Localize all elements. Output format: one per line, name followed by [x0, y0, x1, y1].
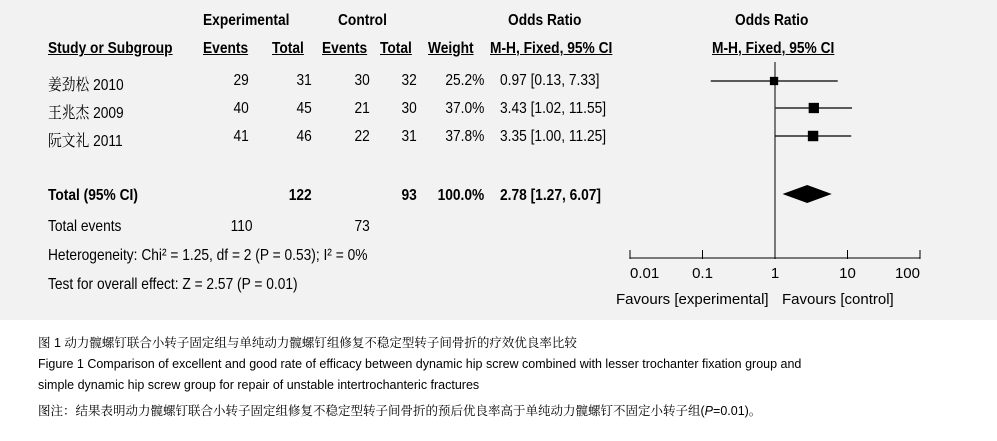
caption-note-p: P	[704, 404, 714, 418]
caption-note	[38, 401, 761, 419]
total-events-label: Total events	[48, 218, 122, 235]
header-method-plot: M-H, Fixed, 95% CI	[712, 40, 835, 57]
study-ci-text: 0.97 [0.13, 7.33]	[500, 72, 600, 89]
study-weight: 37.8%	[444, 128, 484, 145]
heterogeneity-text: Heterogeneity: Chi² = 1.25, df = 2 (P = 0.53); I² = 0%	[48, 247, 368, 264]
header-experimental: Experimental	[203, 12, 290, 29]
study-weight: 25.2%	[444, 72, 484, 89]
total-exp: 122	[289, 187, 312, 204]
caption-english-line1: Figure 1 Comparison of excellent and good rate of efficacy between dynamic hip screw combined with lesser trochanter fixation group and	[38, 357, 802, 371]
study-name: 姜劲松 2010	[48, 77, 124, 94]
ctrl-total: 30	[401, 100, 417, 117]
exp-total: 31	[296, 72, 312, 89]
exp-total: 46	[296, 128, 312, 145]
header-control: Control	[338, 12, 387, 29]
ctrl-events: 30	[354, 72, 370, 89]
header-odds-ratio-plot: Odds Ratio	[735, 12, 809, 29]
caption-note-text: 图注：结果表明动力髋螺钉联合小转子固定组修复不稳定型转子间骨折的预后优良率高于单纯动力髋螺钉不固定小转子组(	[38, 404, 705, 418]
study-point	[808, 131, 818, 141]
total-label: Total (95% CI)	[48, 187, 138, 204]
total-ctrl: 93	[401, 187, 417, 204]
x-tick-label: 0.01	[630, 265, 660, 282]
header-study: Study or Subgroup	[48, 40, 173, 57]
study-weight: 37.0%	[444, 100, 484, 117]
study-point	[809, 103, 819, 113]
study-ci-text: 3.35 [1.00, 11.25]	[500, 128, 607, 145]
x-tick-label: 0.1	[692, 265, 713, 282]
header-total-ctrl: Total	[380, 40, 412, 57]
total-weight: 100.0%	[437, 187, 484, 204]
total-events-ctrl: 73	[354, 218, 370, 235]
header-total-exp: Total	[272, 40, 304, 57]
exp-events: 29	[233, 72, 249, 89]
header-weight: Weight	[428, 40, 474, 57]
x-tick-label: 100	[894, 265, 920, 282]
pooled-diamond	[783, 185, 832, 203]
exp-total: 45	[296, 100, 312, 117]
exp-events: 40	[233, 100, 249, 117]
overall-effect-text: Test for overall effect: Z = 2.57 (P = 0.01)	[48, 276, 298, 293]
caption-chinese: 图 1 动力髋螺钉联合小转子固定组与单纯动力髋螺钉组修复不稳定型转子间骨折的疗效优良率比较	[38, 336, 577, 350]
ctrl-total: 32	[401, 72, 417, 89]
ctrl-total: 31	[401, 128, 417, 145]
header-method-table: M-H, Fixed, 95% CI	[490, 40, 613, 57]
favours-control-label: Favours [control]	[782, 291, 894, 308]
x-tick-label: 1	[770, 265, 780, 282]
header-events-exp: Events	[203, 40, 249, 57]
study-name: 王兆杰 2009	[48, 105, 124, 122]
total-events-exp: 110	[231, 218, 253, 235]
study-point	[770, 77, 778, 85]
study-ci-text: 3.43 [1.02, 11.55]	[500, 100, 607, 117]
total-ci-text: 2.78 [1.27, 6.07]	[500, 187, 601, 204]
caption-english-line2: simple dynamic hip screw group for repair of unstable intertrochanteric fractures	[38, 378, 480, 392]
study-name: 阮文礼 2011	[48, 133, 123, 150]
ctrl-events: 22	[354, 128, 370, 145]
x-tick-label: 10	[839, 265, 856, 282]
favours-experimental-label: Favours [experimental]	[616, 291, 769, 308]
caption-note-end: =0.01)。	[713, 404, 762, 418]
exp-events: 41	[233, 128, 249, 145]
header-events-ctrl: Events	[322, 40, 368, 57]
ctrl-events: 21	[354, 100, 370, 117]
header-odds-ratio-table: Odds Ratio	[508, 12, 582, 29]
